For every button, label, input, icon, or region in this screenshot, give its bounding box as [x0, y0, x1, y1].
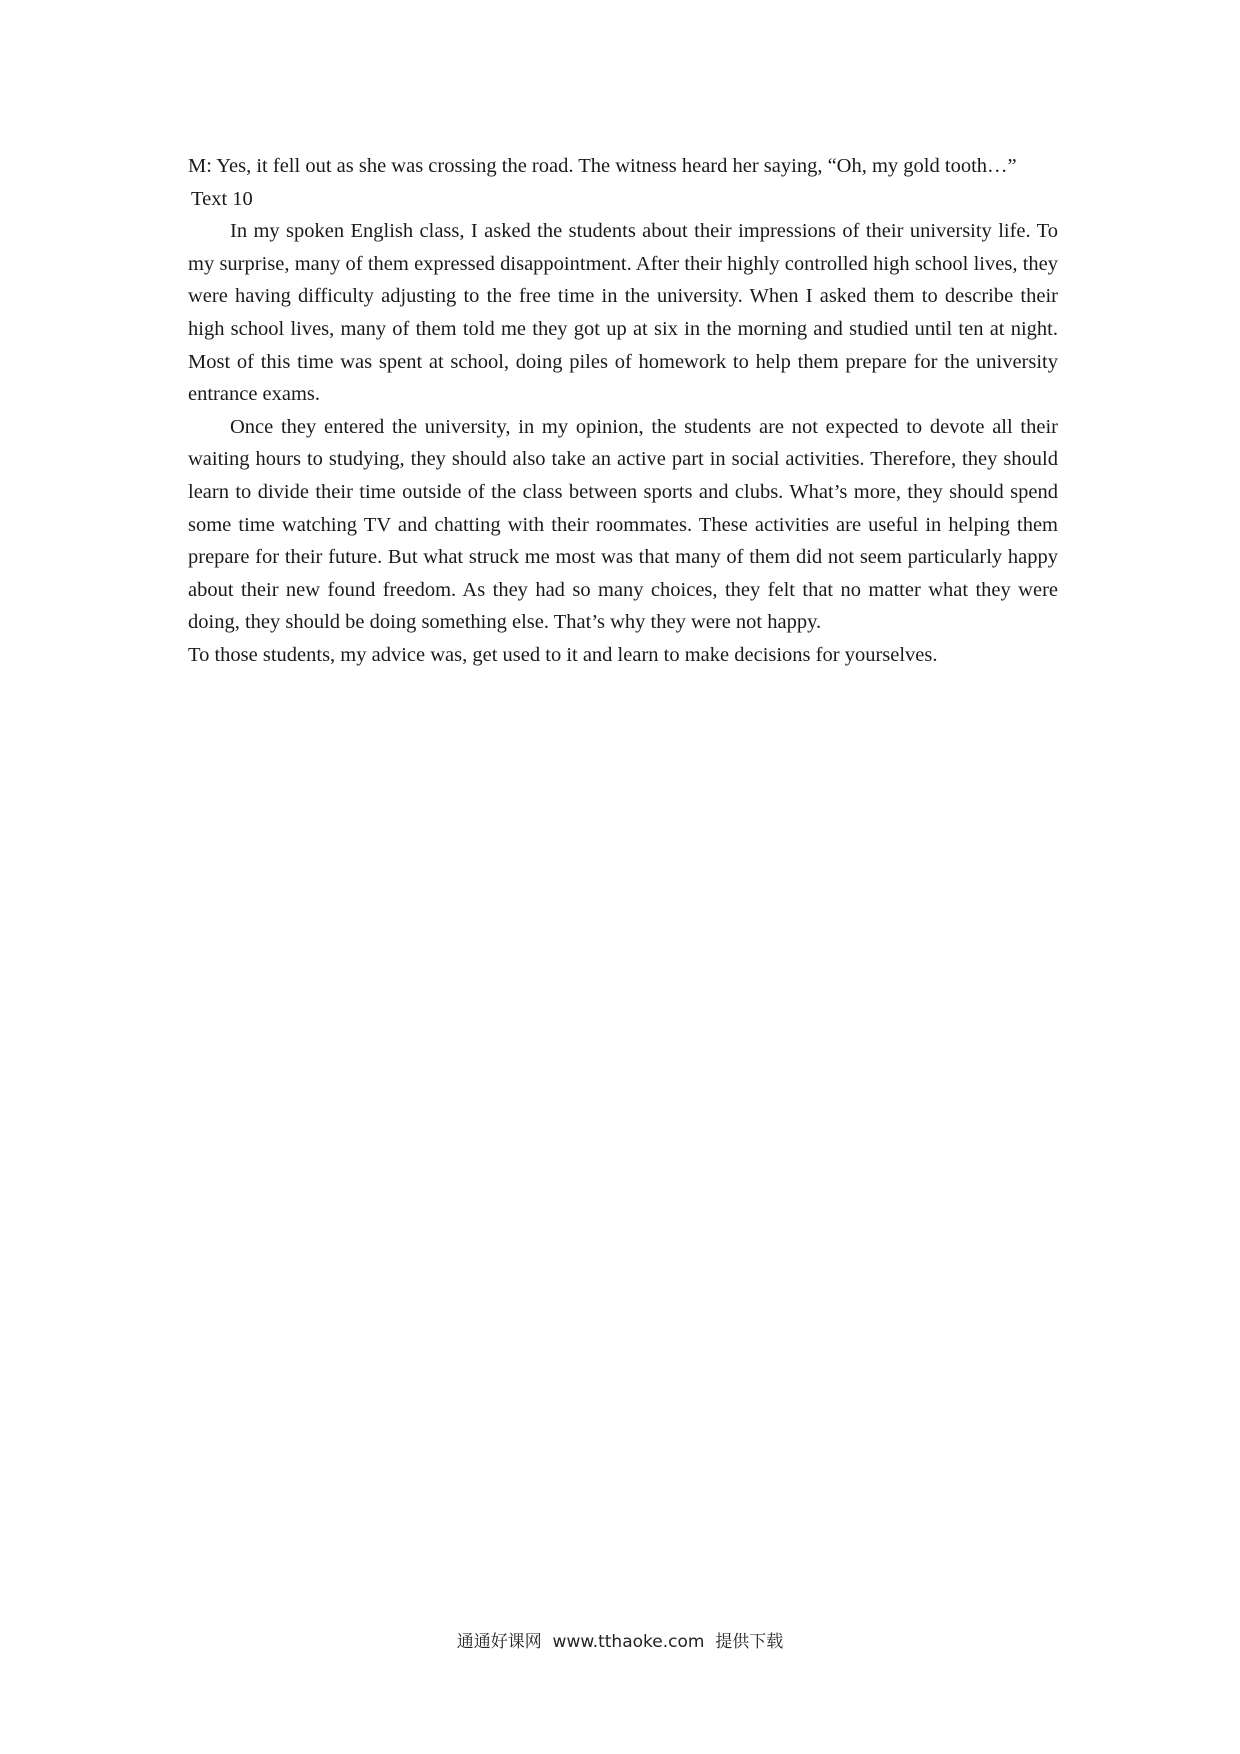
- page-footer: 通通好课网 www.tthaoke.com 提供下载: [456, 1632, 784, 1652]
- closing-line: To those students, my advice was, get used to it and learn to make decisions for yourselves.: [188, 643, 938, 666]
- dialogue-line: M: Yes, it fell out as she was crossing the road. The witness heard her saying, “Oh, my gold tooth…”: [188, 155, 1017, 177]
- section-heading: Text 10: [191, 187, 253, 210]
- document-body: [188, 150, 1058, 672]
- paragraph-2: Once they entered the university, in my opinion, the students are not expected to devote all their waiting hours to studying, they should also take an active part in social activities. Therefore, they should learn to divide their time outside of the class between sports and clubs. What’s more, they should spend some time watching TV and chatting with their roommates. These activities are useful in helping them prepare for their future. But what struck me most was that many of them did not seem particularly happy about their new found freedom. As they had so many choices, they felt that no matter what they were doing, they should be doing something else. That’s why they were not happy.: [188, 415, 1058, 634]
- paragraph-1: In my spoken English class, I asked the students about their impressions of their university life. To my surprise, many of them expressed disappointment. After their highly controlled high school lives, they were having difficulty adjusting to the free time in the university. When I asked them to describe their high school lives, many of them told me they got up at six in the morning and studied until ten at night. Most of this time was spent at school, doing piles of homework to help them prepare for the university entrance exams.: [188, 220, 1058, 406]
